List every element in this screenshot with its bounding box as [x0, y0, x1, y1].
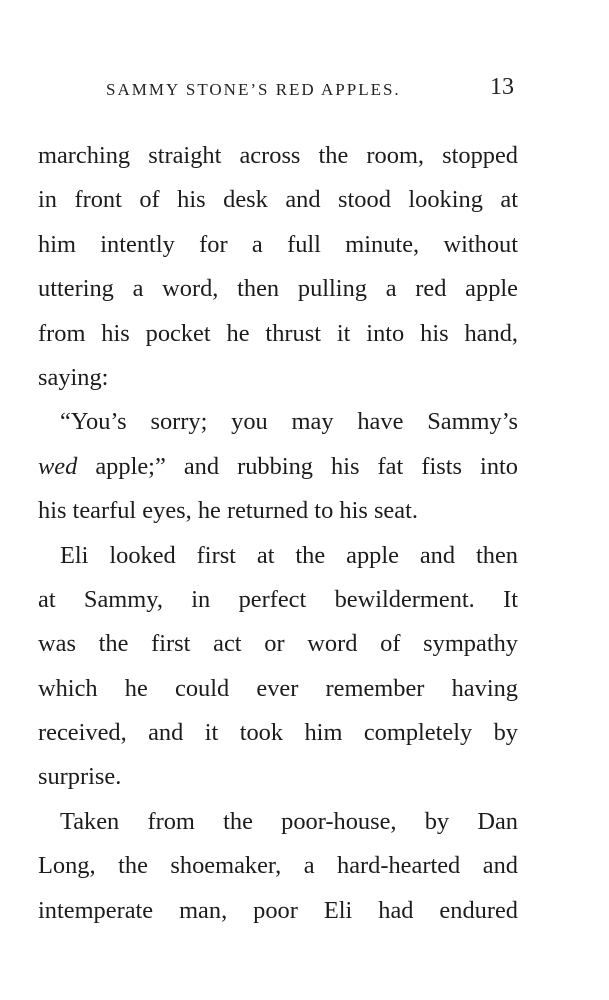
running-head [0, 74, 609, 104]
text-fragment: apple;” [77, 452, 166, 480]
text-line: from his pocket he thrust it into his hand, [38, 319, 518, 347]
italic-word: wed [38, 452, 78, 480]
text-line: Eli looked first at the apple and then [60, 541, 518, 569]
text-line: Long, the shoemaker, a hard-hearted and [38, 852, 518, 880]
page-number: 13 [490, 74, 514, 100]
running-title: SAMMY STONE’S RED APPLES. [106, 80, 401, 99]
text-line: “You’s sorry; you may have Sammy’s [60, 408, 518, 436]
text-line: received, and it took him completely by [38, 719, 518, 747]
text-line: surprise. [38, 763, 122, 791]
text-line: marching straight across the room, stopped [38, 142, 518, 169]
text-line: intemperate man, poor Eli had endured [38, 896, 518, 924]
text-line: his tearful eyes, he returned to his seat. [38, 497, 418, 525]
text-line: in front of his desk and stood looking at [38, 186, 518, 214]
text-line: was the first act or word of sympathy [38, 630, 518, 658]
text-line: Taken from the poor-house, by Dan [60, 807, 518, 835]
text-line [38, 445, 518, 489]
text-fragment: and rubbing his fat fists into [183, 452, 518, 480]
body-text [38, 134, 518, 933]
text-line: him intently for a full minute, without [38, 230, 518, 258]
text-line: uttering a word, then pulling a red apple [38, 275, 518, 303]
text-line: which he could ever remember having [38, 674, 518, 702]
text-line: saying: [38, 363, 109, 391]
text-line: at Sammy, in perfect bewilderment. It [38, 585, 518, 613]
